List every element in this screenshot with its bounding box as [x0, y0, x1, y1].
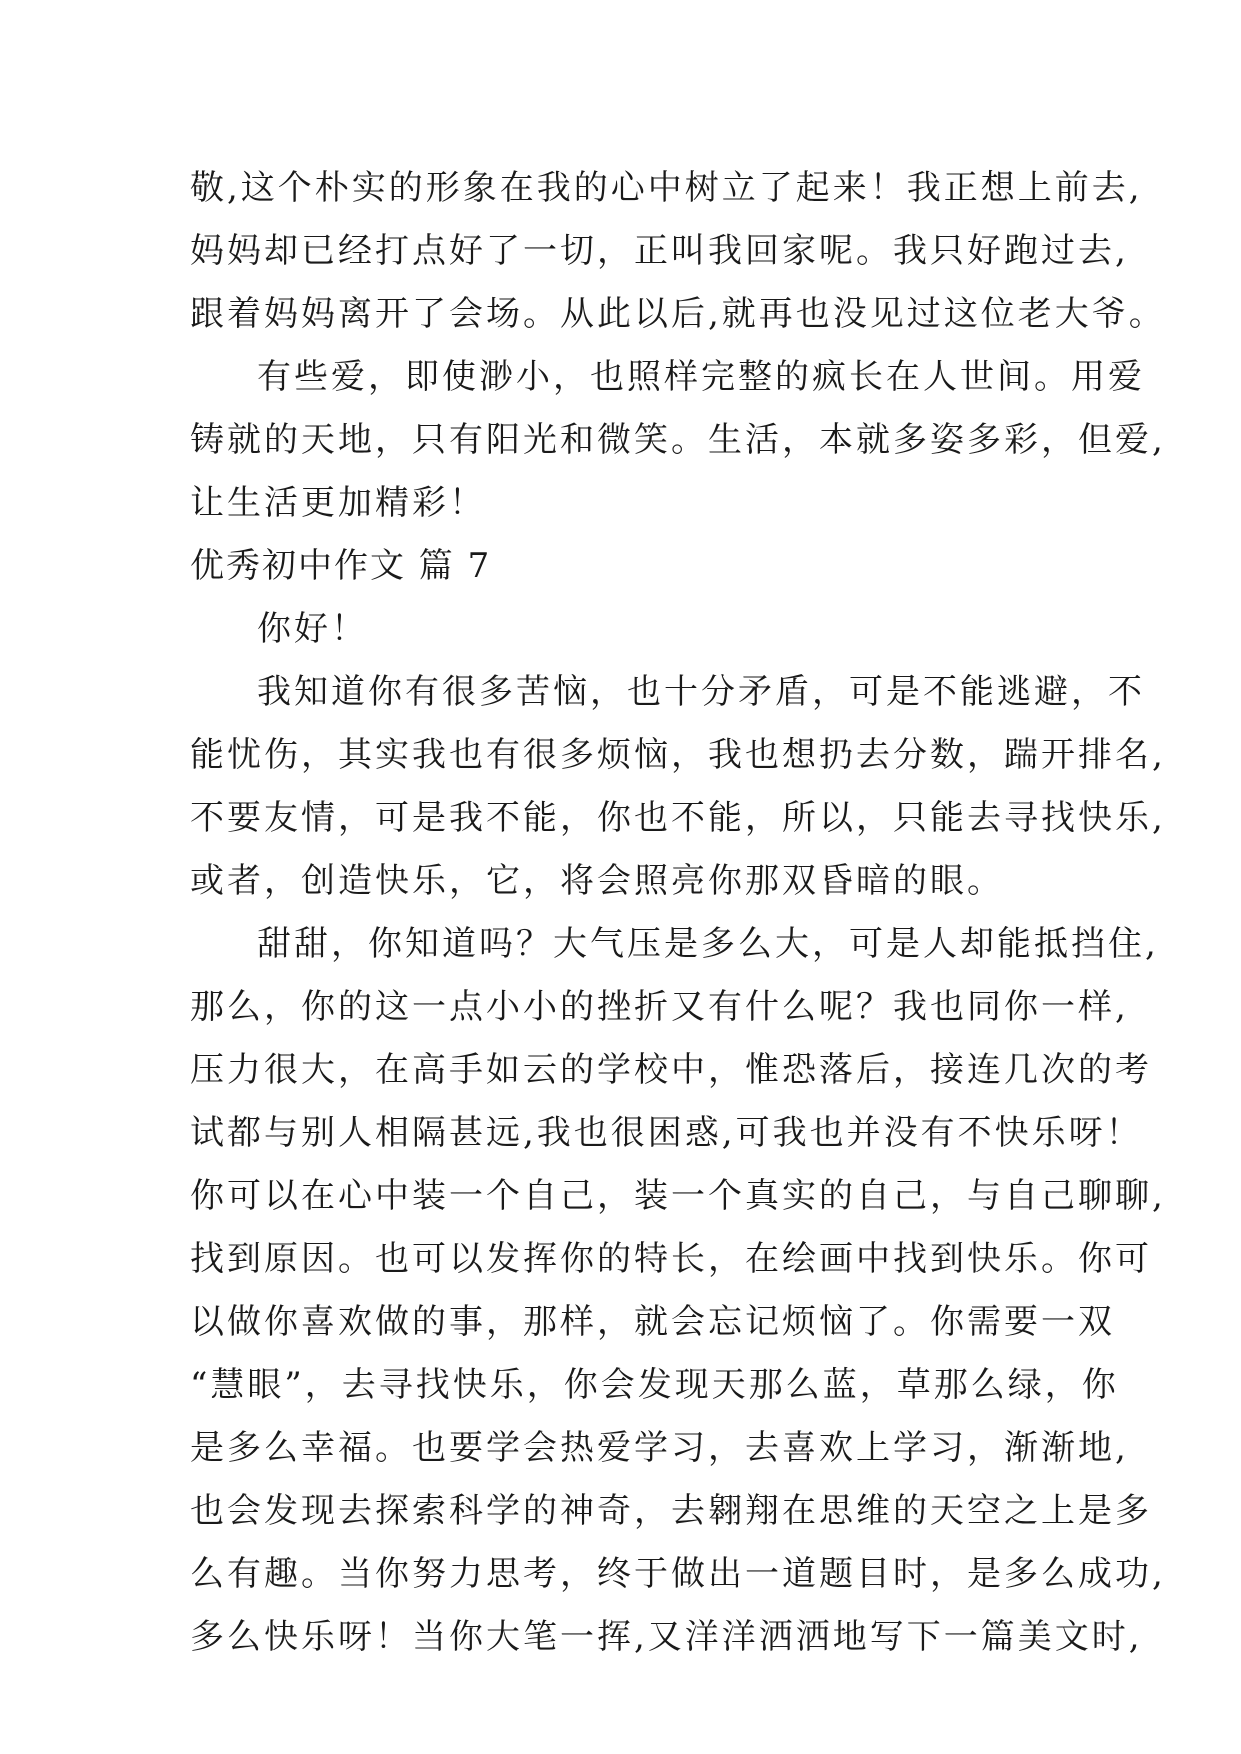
- text-line: 压力很大，在高手如云的学校中，惟恐落后，接连几次的考: [190, 1050, 1152, 1090]
- text-line: 是多么幸福。也要学会热爱学习，去喜欢上学习，渐渐地,: [190, 1428, 1129, 1468]
- paragraph-first-line: 有些爱，即使渺小，也照样完整的疯长在人世间。用爱: [257, 357, 1145, 397]
- text-line: 以做你喜欢做的事，那样，就会忘记烦恼了。你需要一双: [190, 1302, 1115, 1342]
- text-line: 能忧伤，其实我也有很多烦恼，我也想扔去分数，踹开排名,: [190, 735, 1166, 775]
- text-line: 妈妈却已经打点好了一切，正叫我回家呢。我只好跑过去,: [190, 231, 1129, 271]
- text-line: 让生活更加精彩！: [190, 483, 486, 523]
- text-line: 那么，你的这一点小小的挫折又有什么呢？我也同你一样,: [190, 987, 1129, 1027]
- paragraph-first-line: 甜甜，你知道吗？大气压是多么大，可是人却能抵挡住,: [257, 924, 1159, 964]
- text-line: 试都与别人相隔甚远,我也很困惑,可我也并没有不快乐呀！: [190, 1113, 1143, 1153]
- text-line: “慧眼”，去寻找快乐，你会发现天那么蓝，草那么绿，你: [190, 1365, 1119, 1405]
- text-line: 么有趣。当你努力思考，终于做出一道题目时，是多么成功,: [190, 1554, 1166, 1594]
- text-line: 跟着妈妈离开了会场。从此以后,就再也没见过这位老大爷。: [190, 294, 1166, 334]
- text-line: 你可以在心中装一个自己，装一个真实的自己，与自己聊聊,: [190, 1176, 1166, 1216]
- text-line: 铸就的天地，只有阳光和微笑。生活，本就多姿多彩，但爱,: [190, 420, 1166, 460]
- section-heading: 优秀初中作文 篇 7: [190, 546, 492, 586]
- text-line: 敬,这个朴实的形象在我的心中树立了起来！我正想上前去,: [190, 168, 1143, 208]
- text-line: 或者，创造快乐，它，将会照亮你那双昏暗的眼。: [190, 861, 1004, 901]
- text-line: 多么快乐呀！当你大笔一挥,又洋洋洒洒地写下一篇美文时,: [190, 1617, 1143, 1657]
- text-line: 不要友情，可是我不能，你也不能，所以，只能去寻找快乐,: [190, 798, 1166, 838]
- text-line: 也会发现去探索科学的神奇，去翱翔在思维的天空之上是多: [190, 1491, 1152, 1531]
- greeting: 你好！: [257, 609, 368, 649]
- text-line: 找到原因。也可以发挥你的特长，在绘画中找到快乐。你可: [190, 1239, 1152, 1279]
- paragraph-first-line: 我知道你有很多苦恼，也十分矛盾，可是不能逃避，不: [257, 672, 1145, 712]
